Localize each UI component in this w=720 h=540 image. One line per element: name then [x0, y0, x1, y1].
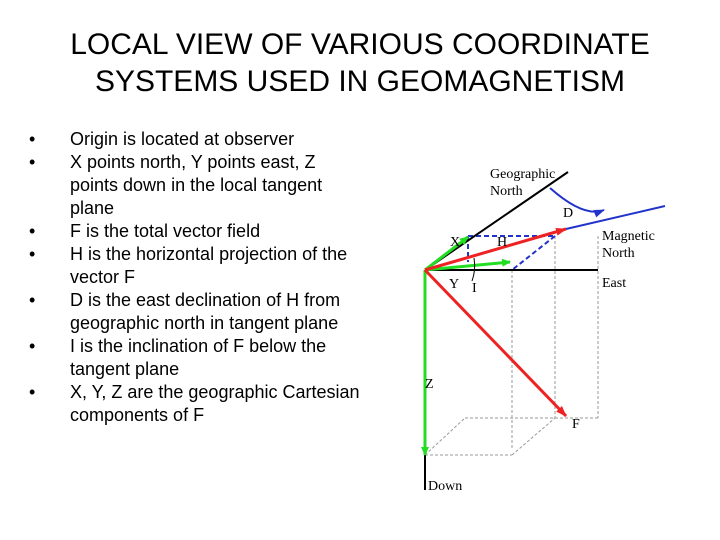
bullet-item: • D is the east declination of H from geographic north in tangent plane [26, 289, 366, 335]
d-label: D [563, 206, 574, 221]
bullet-list [26, 128, 366, 427]
coordinate-diagram [400, 150, 700, 505]
geographic-north-label-1: Geographic [490, 167, 556, 182]
h-label: H [497, 235, 508, 250]
geographic-north-label-2: North [490, 184, 523, 199]
f-label: F [572, 417, 580, 432]
bullet-item: • F is the total vector field [26, 220, 366, 243]
y-label: Y [449, 277, 460, 292]
title-line-2: SYSTEMS USED IN GEOMAGNETISM [94, 65, 626, 98]
i-label: I [472, 281, 477, 296]
bullet-item: • Origin is located at observer [26, 128, 366, 151]
declination-arc [550, 188, 604, 212]
page-title [30, 26, 690, 100]
z-label: Z [425, 377, 434, 392]
bullet-item: • X points north, Y points east, Z points down in the local tangent plane [26, 151, 366, 220]
f-vector [425, 270, 566, 416]
coordinate-svg [400, 150, 700, 500]
x-label: X [450, 235, 461, 250]
bullet-item: • I is the inclination of F below the tangent plane [26, 335, 366, 381]
down-label: Down [428, 479, 463, 494]
east-label: East [602, 276, 627, 291]
magnetic-north-label-1: Magnetic [602, 229, 655, 244]
bullet-item: • X, Y, Z are the geographic Cartesian components of F [26, 381, 366, 427]
bullet-item: • H is the horizontal projection of the vector F [26, 243, 366, 289]
vectors [425, 229, 566, 416]
magnetic-north-label-2: North [602, 246, 635, 261]
title-line-1: LOCAL VIEW OF VARIOUS COORDINATE [70, 28, 650, 61]
